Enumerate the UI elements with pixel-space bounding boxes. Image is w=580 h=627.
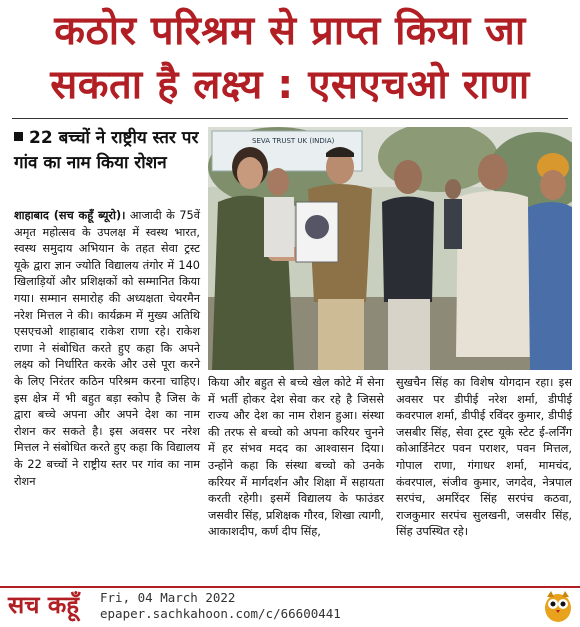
article-column-2 xyxy=(208,375,384,580)
article-col1-text: आजादी के 75वें अमृत महोत्सव के उपलक्ष में स्वस्थ भारत, स्वस्थ समुदाय अभियान के तहत सेवा ट्रस्ट यूके द्वारा ज्ञान ज्योति विद्यालय तंगोर में 140 खिलाड़ियों और प्रशिक्षकों को सम्मानित किया गया। सम्मान समारोह की अध्यक्षता चेयरमैन नरेश मित्तल ने की। कार्यक्रम में मुख्य अतिथि एसएचओ शाहाबाद राकेश राणा रहे। राकेश राणा ने संबोधित करते हुए कहा कि अपने लक्ष्य को निर्धारित करके और उसे पूरा करने के लिए निरंतर कठिन परिश्रम करना चाहिए। इस क्षेत्र में भी बहुत बड़ा स्कोप है जिस के द्वारा बच्चे अपना और अपने देश का नाम रोशन कर सकते है। इस अवसर पर नरेश मित्तल ने संबोधित करते हुए कहा कि विद्यालय के 22 बच्चों ने राष्ट्रीय स्तर पर गांव का नाम रोशन xyxy=(14,209,201,488)
headline-line-2: सकता है लक्ष्य : एसएचओ राणा xyxy=(50,62,530,108)
footer-info xyxy=(100,590,341,622)
subheadline-text: 22 बच्चों ने राष्ट्रीय स्तर पर गांव का नाम किया रोशन xyxy=(14,128,199,173)
subheadline xyxy=(14,126,200,176)
footer-url: epaper.sachkahoon.com/c/66600441 xyxy=(100,606,341,621)
footer-divider xyxy=(0,586,580,588)
article-dateline: शाहाबाद (सच कहूँ ब्यूरो)। xyxy=(14,209,126,222)
news-photo xyxy=(208,127,572,370)
brand-logo: सच कहूँ xyxy=(8,591,79,619)
article-col2-text: किया और बहुत से बच्चे खेल कोटे में सेना में भर्ती होकर देश सेवा कर रहे है जिससे राज्य और देश का नाम रोशन हुआ। संस्था की तरफ से बच्चो को अपना करियर चुनने में हर संभव मदद का आश्वासन दिया। उन्होंने कहा कि संस्था बच्चो को उनके करियर में मार्गदर्शन और शिक्षा में सहायता करती रहेगी। इसमें विद्यालय के फाउंडर जसवीर सिंह, प्रशिक्षक गौरव, शिखा त्यागी, आकाशदीप, कर्ण दीप सिंह, xyxy=(208,376,384,539)
bullet-square-icon xyxy=(14,132,23,141)
article-column-1 xyxy=(14,208,200,580)
article-column-3 xyxy=(396,375,572,580)
news-photo-illustration xyxy=(208,127,572,370)
owl-mascot-icon xyxy=(542,589,574,627)
article-col3-text: सुखचैन सिंह का विशेष योगदान रहा। इस अवसर पर डीपीई नरेश शर्मा, डीपीई कवरपाल शर्मा, डीपीई रविंदर कुमार, डीपीई जसबीर सिंह, सेवा ट्रस्ट यूके स्टेट ई-लर्निंग कोआर्डिनेटर पवन पराशर, पवन मित्तल, गोपाल राणा, गंगाधर शर्मा, मामचंद, कंवरपाल, संजीव कुमार, जगदेव, नेत्रपाल सरपंच, अमरिंदर सिंह सरपंच कठवा, राजकुमार सरपंच सुलखनी, जसवीर सिंह, सिंह उपस्थित रहे। xyxy=(396,376,572,539)
headline-divider xyxy=(12,118,568,119)
headline xyxy=(0,4,580,112)
headline-line-1: कठोर परिश्रम से प्राप्त किया जा xyxy=(54,8,526,54)
footer-date: Fri, 04 March 2022 xyxy=(100,590,236,605)
photo-banner-text: SEVA TRUST UK (INDIA) xyxy=(252,137,335,145)
